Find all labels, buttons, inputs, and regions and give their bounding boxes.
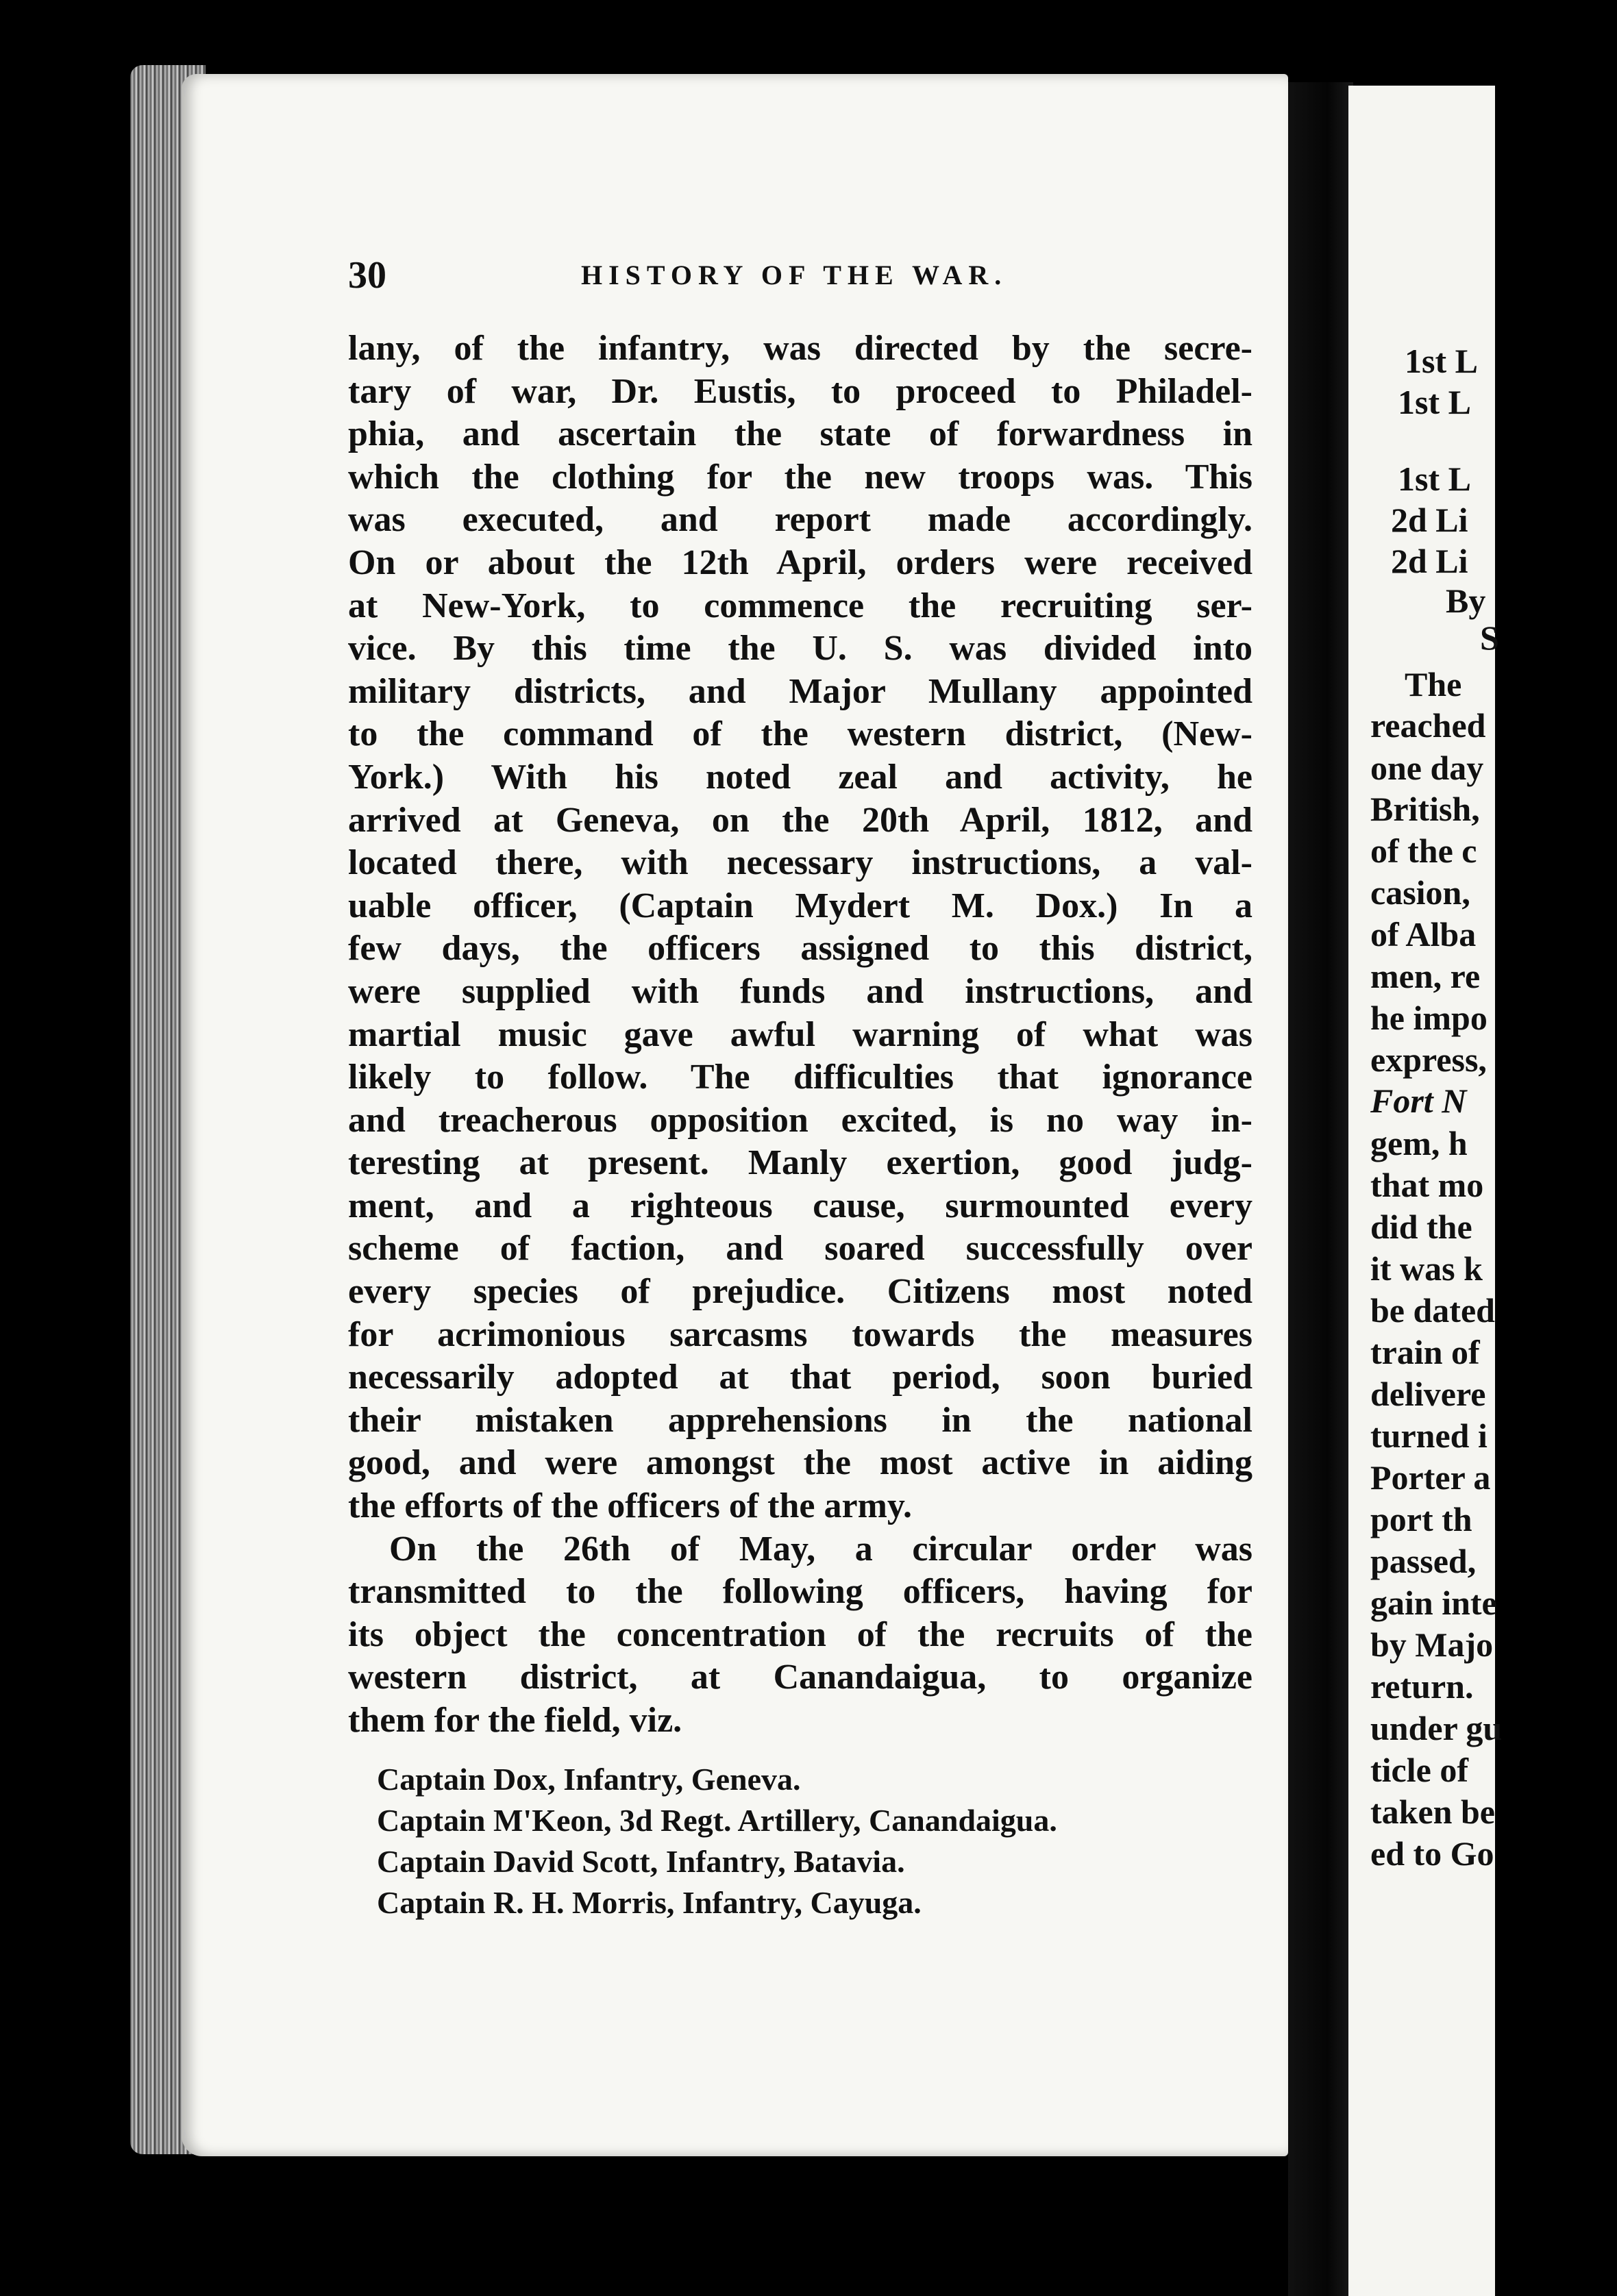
text-line: On the 26th of May, a circular order was <box>389 1529 1252 1569</box>
text-line: to the command of the western district, (New- <box>348 714 1252 754</box>
facing-line: delivere <box>1370 1375 1486 1413</box>
list-item: Captain M'Keon, 3d Regt. Artillery, Canandaigua. <box>377 1803 1057 1838</box>
facing-line: The <box>1405 665 1462 703</box>
facing-line: gain inte <box>1370 1584 1497 1622</box>
text-line: uable officer, (Captain Mydert M. Dox.) In a <box>348 886 1252 925</box>
text-line: which the clothing for the new troops was. This <box>348 457 1252 497</box>
facing-line: 1st L <box>1405 342 1478 380</box>
book-gutter <box>1288 82 1353 2296</box>
text-line: arrived at Geneva, on the 20th April, 1812, and <box>348 800 1252 840</box>
facing-line: 1st L <box>1398 460 1471 498</box>
facing-line: ticle of <box>1370 1751 1468 1789</box>
facing-line: casion, <box>1370 873 1470 912</box>
text-line: transmitted to the following officers, having for <box>348 1572 1252 1612</box>
facing-line: did the <box>1370 1208 1472 1246</box>
facing-line: it was k <box>1370 1249 1483 1288</box>
text-line: On or about the 12th April, orders were received <box>348 542 1252 582</box>
facing-line: by Majo <box>1370 1625 1494 1664</box>
text-line: tary of war, Dr. Eustis, to proceed to Philadel- <box>348 371 1252 411</box>
text-line: likely to follow. The difficulties that ignorance <box>348 1058 1252 1097</box>
body-text <box>348 327 1252 1743</box>
text-line: York.) With his noted zeal and activity, he <box>348 757 1252 797</box>
running-title: HISTORY OF THE WAR. <box>581 260 1008 290</box>
list-item: Captain David Scott, Infantry, Batavia. <box>377 1844 905 1879</box>
text-line: western district, at Canandaigua, to organize <box>348 1658 1252 1697</box>
facing-line: one day <box>1370 749 1484 787</box>
text-line: good, and were amongst the most active in aiding <box>348 1443 1252 1483</box>
facing-line: British, <box>1370 790 1480 828</box>
facing-line: men, re <box>1370 957 1481 995</box>
facing-line: train of <box>1370 1333 1480 1371</box>
text-line: its object the concentration of the recruits of the <box>348 1614 1252 1654</box>
facing-line: 2d Li <box>1391 501 1468 539</box>
facing-line: of Alba <box>1370 915 1477 953</box>
facing-line: express, <box>1370 1040 1487 1079</box>
text-line: phia, and ascertain the state of forwardness in <box>348 414 1252 454</box>
facing-line: turned i <box>1370 1417 1488 1455</box>
officer-list <box>377 1759 1268 1923</box>
page-number: 30 <box>348 254 386 297</box>
facing-line: he impo <box>1370 999 1488 1037</box>
page-header <box>348 253 1239 301</box>
text-line: every species of prejudice. Citizens most noted <box>348 1272 1252 1312</box>
facing-line: 1st L <box>1398 383 1471 421</box>
facing-line: By <box>1446 582 1486 620</box>
facing-line: S <box>1480 619 1499 657</box>
facing-line: under gu <box>1370 1709 1503 1747</box>
facing-line: reached <box>1370 706 1486 745</box>
text-line: at New-York, to commence the recruiting ser- <box>348 586 1252 625</box>
facing-line: taken be <box>1370 1793 1495 1831</box>
text-line: teresting at present. Manly exertion, good judg- <box>348 1143 1252 1183</box>
text-line: scheme of faction, and soared successfully over <box>348 1229 1252 1269</box>
text-line: was executed, and report made accordingly. <box>348 500 1252 540</box>
text-line: them for the field, viz. <box>348 1701 682 1740</box>
list-item: Captain Dox, Infantry, Geneva. <box>377 1762 801 1797</box>
text-line: the efforts of the officers of the army. <box>348 1486 913 1526</box>
text-line: necessarily adopted at that period, soon buried <box>348 1358 1252 1397</box>
text-line: vice. By this time the U. S. was divided into <box>348 629 1252 669</box>
facing-line: Fort N <box>1370 1082 1467 1120</box>
facing-line: passed, <box>1370 1542 1477 1580</box>
text-line: martial music gave awful warning of what was <box>348 1014 1252 1054</box>
facing-line: be dated <box>1370 1291 1495 1330</box>
facing-line: that mo <box>1370 1166 1484 1204</box>
facing-line: Porter a <box>1370 1458 1491 1497</box>
text-line: few days, the officers assigned to this district, <box>348 929 1252 969</box>
text-line: located there, with necessary instructions, a val- <box>348 843 1252 883</box>
facing-line: 2d Li <box>1391 542 1468 580</box>
text-line: for acrimonious sarcasms towards the measures <box>348 1314 1252 1354</box>
text-line: their mistaken apprehensions in the national <box>348 1400 1252 1440</box>
text-line: and treacherous opposition excited, is no way in- <box>348 1100 1252 1140</box>
text-line: lany, of the infantry, was directed by the secre- <box>348 329 1252 368</box>
facing-line: port th <box>1370 1500 1472 1538</box>
text-line: were supplied with funds and instructions, and <box>348 971 1252 1011</box>
facing-line: ed to Go <box>1370 1834 1494 1873</box>
facing-line: return. <box>1370 1667 1474 1706</box>
facing-line: gem, h <box>1370 1124 1468 1162</box>
text-line: military districts, and Major Mullany appointed <box>348 671 1252 711</box>
text-line: ment, and a righteous cause, surmounted every <box>348 1186 1252 1225</box>
facing-line: of the c <box>1370 832 1477 870</box>
list-item: Captain R. H. Morris, Infantry, Cayuga. <box>377 1885 922 1920</box>
